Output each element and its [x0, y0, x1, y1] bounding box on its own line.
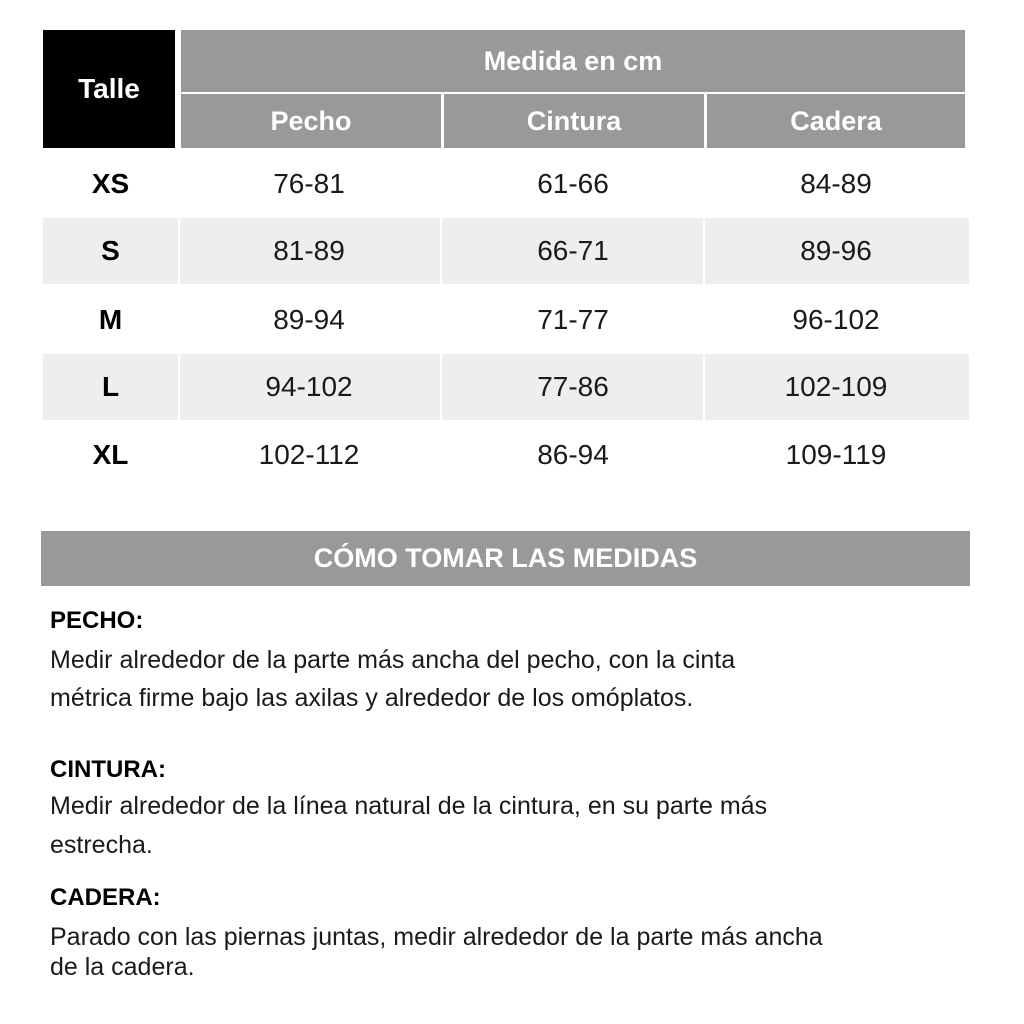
cadera-cell: 84-89 [800, 168, 872, 199]
pecho-cell: 89-94 [273, 304, 345, 335]
cintura-instructions-line: Medir alrededor de la línea natural de la cintura, en su parte más [50, 792, 768, 820]
cintura-cell: 66-71 [537, 235, 609, 266]
cadera-cell: 89-96 [800, 235, 872, 266]
pecho-cell: 76-81 [273, 168, 345, 199]
table-row [43, 422, 969, 488]
size-cell: M [98, 304, 123, 335]
cadera-cell: 109-119 [785, 439, 887, 470]
cintura-instructions-line: estrecha. [50, 831, 153, 859]
how-to-measure-header: CÓMO TOMAR LAS MEDIDAS [41, 531, 970, 586]
cintura-cell: 86-94 [537, 439, 609, 470]
pecho-cell: 94-102 [265, 371, 353, 402]
table-row [43, 354, 969, 420]
cadera-section-title: CADERA: [50, 884, 161, 911]
cadera-instructions-line: Parado con las piernas juntas, medir alrededor de la parte más ancha [50, 923, 823, 951]
pecho-section-title: PECHO: [50, 607, 144, 634]
cadera-instructions-line: de la cadera. [50, 953, 195, 981]
pecho-instructions-line: Medir alrededor de la parte más ancha del pecho, con la cinta [50, 646, 736, 674]
column-header-cintura: Cintura [444, 94, 704, 148]
table-row [43, 218, 969, 284]
cadera-cell: 102-109 [784, 371, 888, 402]
pecho-instructions-line: métrica firme bajo las axilas y alrededor de los omóplatos. [50, 684, 694, 712]
cintura-cell: 77-86 [537, 371, 609, 402]
size-cell: XS [91, 168, 130, 199]
size-cell: S [101, 235, 120, 266]
cintura-cell: 71-77 [537, 304, 609, 335]
medida-header: Medida en cm [181, 30, 965, 92]
pecho-cell: 102-112 [258, 439, 360, 470]
talle-header: Talle [43, 30, 175, 148]
size-cell: XL [92, 439, 129, 470]
cintura-section-title: CINTURA: [50, 756, 166, 783]
pecho-cell: 81-89 [273, 235, 345, 266]
cadera-cell: 96-102 [792, 304, 880, 335]
cintura-cell: 61-66 [537, 168, 609, 199]
table-row [43, 151, 969, 217]
column-header-pecho: Pecho [181, 94, 441, 148]
table-row [43, 287, 969, 353]
column-header-cadera: Cadera [707, 94, 965, 148]
size-cell: L [101, 371, 120, 402]
